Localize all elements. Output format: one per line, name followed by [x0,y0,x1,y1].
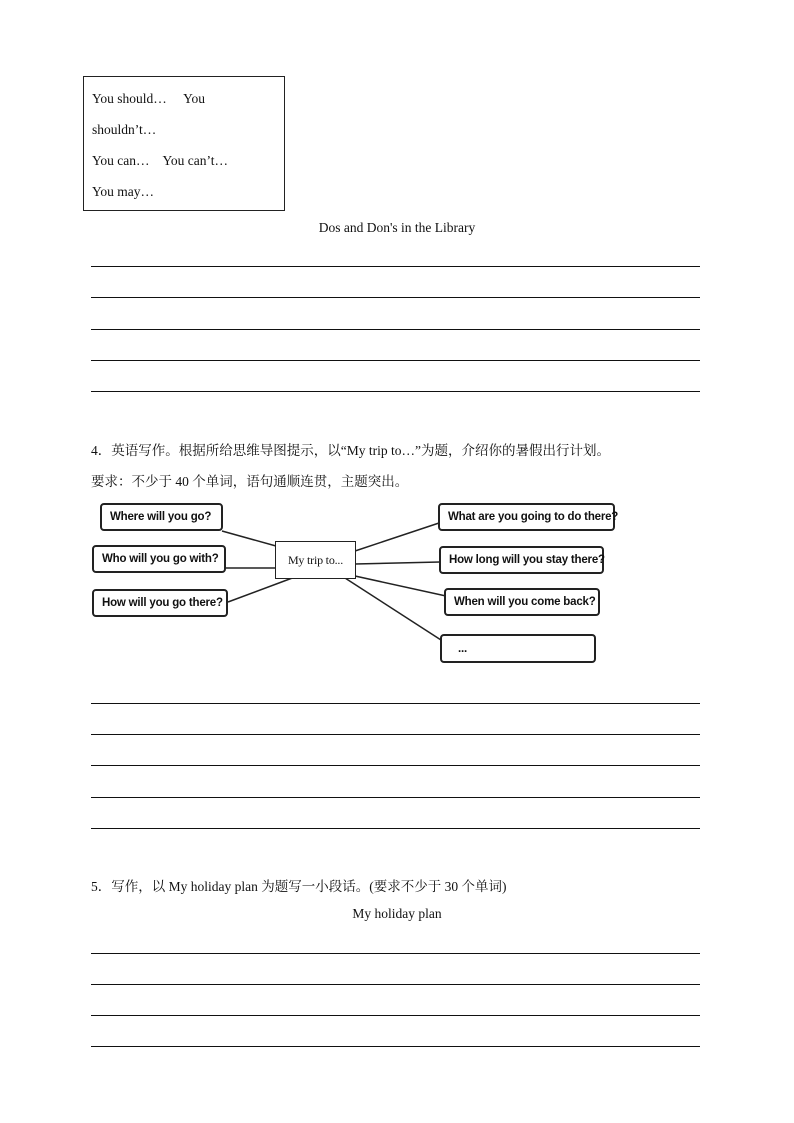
hint-line: shouldn’t… [92,122,157,137]
mindmap-node: Who will you go with? [92,545,226,573]
essay-title: My holiday plan [352,906,442,921]
mindmap-center-node: My trip to... [275,541,356,579]
writing-line[interactable] [91,1015,700,1016]
hint-line: You can… You can’t… [92,153,229,168]
writing-line[interactable] [91,734,700,735]
writing-line[interactable] [91,797,700,798]
writing-line[interactable] [91,703,700,704]
mindmap-node: ... [440,634,596,663]
mindmap-node: What are you going to do there? [438,503,615,531]
question-4-requirement: 要求：不少于 40 个单词，语句通顺连贯，主题突出。 [91,474,409,489]
writing-line[interactable] [91,1046,700,1047]
question-5-instruction: 5．写作，以 My holiday plan 为题写一小段话。(要求不少于 30 个单词) [91,879,507,894]
writing-line[interactable] [91,953,700,954]
mindmap-node: How will you go there? [92,589,228,617]
writing-line[interactable] [91,984,700,985]
mindmap-node: Where will you go? [100,503,223,531]
hint-line: You may… [92,184,155,199]
essay-title: Dos and Don's in the Library [318,220,476,235]
mindmap-node: How long will you stay there? [439,546,604,574]
hint-line: You should… You [92,91,206,106]
writing-line[interactable] [91,765,700,766]
mindmap-node: When will you come back? [444,588,600,616]
writing-line[interactable] [91,828,700,829]
question-4-instruction: 4．英语写作。根据所给思维导图提示，以“My trip to…”为题，介绍你的暑假出行计划。 [91,443,610,458]
